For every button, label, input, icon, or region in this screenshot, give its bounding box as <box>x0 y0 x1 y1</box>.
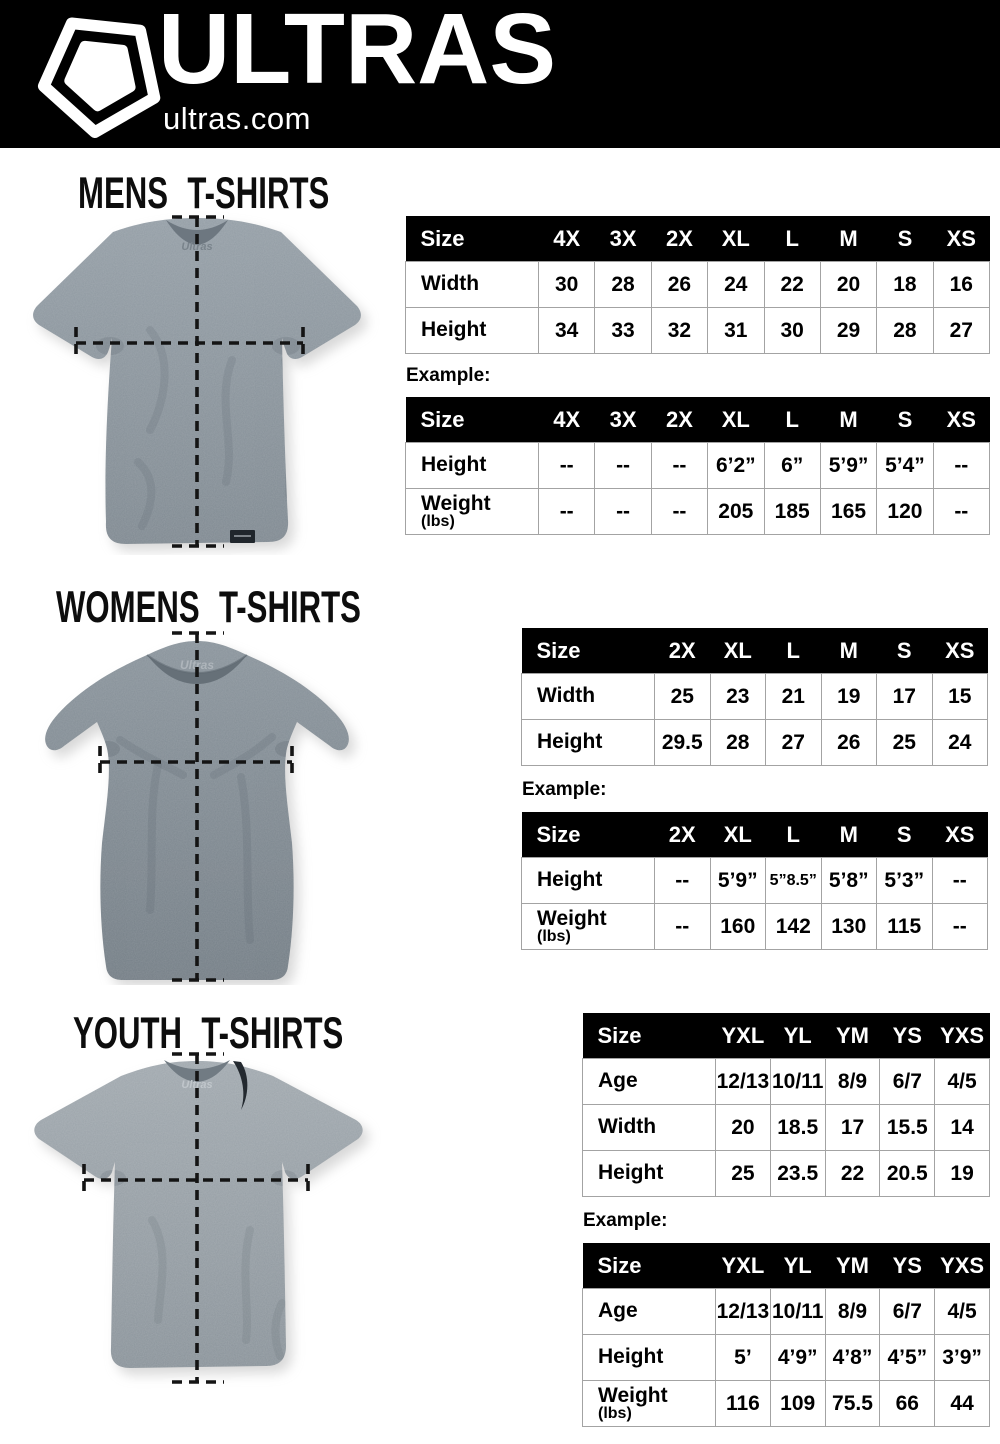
value-cell: 75.5 <box>825 1381 880 1427</box>
value-cell: 33 <box>595 308 651 354</box>
value-cell: 6” <box>764 443 820 489</box>
value-cell: 26 <box>821 720 877 766</box>
row-label: Width <box>583 1105 716 1151</box>
value-cell: 6’2” <box>708 443 764 489</box>
size-header-YXL: YXL <box>716 1243 771 1289</box>
value-cell: 4’8” <box>825 1335 880 1381</box>
value-cell: 12/13 <box>716 1289 771 1335</box>
value-cell: 27 <box>933 308 989 354</box>
row-label: Age <box>583 1289 716 1335</box>
value-cell: 5”8.5” <box>766 858 822 904</box>
size-header-YM: YM <box>825 1013 880 1059</box>
size-header-XS: XS <box>933 397 989 443</box>
size-header-S: S <box>877 628 933 674</box>
size-header-2X: 2X <box>655 628 711 674</box>
value-cell: 30 <box>539 262 595 308</box>
value-cell: -- <box>933 489 989 535</box>
size-header-XS: XS <box>933 216 989 262</box>
size-header-L: L <box>766 628 822 674</box>
size-header-YL: YL <box>770 1243 825 1289</box>
value-cell: 17 <box>877 674 933 720</box>
size-column-header: Size <box>406 397 539 443</box>
womens-size-table <box>521 628 988 766</box>
womens-section-title: WOMENS T-SHIRTS <box>56 582 361 632</box>
value-cell: 24 <box>932 720 988 766</box>
brand-name: ULTRAS <box>158 0 557 105</box>
value-cell: 28 <box>595 262 651 308</box>
youth-size-table <box>582 1013 990 1197</box>
mens-example-table <box>405 397 990 535</box>
size-header-M: M <box>820 397 876 443</box>
value-cell: 29.5 <box>655 720 711 766</box>
shirt-neck-label: Ultras <box>181 241 213 253</box>
size-header-2X: 2X <box>655 812 711 858</box>
size-header-YM: YM <box>825 1243 880 1289</box>
hem-tag <box>230 530 255 543</box>
value-cell: -- <box>539 489 595 535</box>
value-cell: 5’9” <box>710 858 766 904</box>
value-cell: 205 <box>708 489 764 535</box>
value-cell: 29 <box>820 308 876 354</box>
value-cell: 20 <box>820 262 876 308</box>
row-label: Height <box>522 858 655 904</box>
mens-size-table <box>405 216 990 354</box>
value-cell: 5’3” <box>877 858 933 904</box>
value-cell: 8/9 <box>825 1059 880 1105</box>
size-header-YXL: YXL <box>716 1013 771 1059</box>
size-header-3X: 3X <box>595 397 651 443</box>
size-header-S: S <box>877 216 933 262</box>
youth-tshirt-photo <box>0 1048 420 1393</box>
mens-section-title: MENS T-SHIRTS <box>78 168 330 218</box>
value-cell: 116 <box>716 1381 771 1427</box>
value-cell: 20 <box>716 1105 771 1151</box>
value-cell: -- <box>932 858 988 904</box>
value-cell: 18.5 <box>770 1105 825 1151</box>
value-cell: 14 <box>935 1105 990 1151</box>
size-header-2X: 2X <box>651 397 707 443</box>
size-column-header: Size <box>583 1243 716 1289</box>
row-label: Height <box>583 1151 716 1197</box>
value-cell: 18 <box>877 262 933 308</box>
value-cell: 25 <box>655 674 711 720</box>
value-cell: 23.5 <box>770 1151 825 1197</box>
row-label: Width <box>522 674 655 720</box>
ultras-pentagon-logo-icon <box>36 6 166 142</box>
value-cell: 3’9” <box>935 1335 990 1381</box>
value-cell: 142 <box>766 904 822 950</box>
row-label: Height <box>406 443 539 489</box>
size-header-4X: 4X <box>539 397 595 443</box>
value-cell: 5’4” <box>877 443 933 489</box>
row-label: Height <box>406 308 539 354</box>
row-label: Height <box>522 720 655 766</box>
value-cell: 15 <box>932 674 988 720</box>
size-header-M: M <box>820 216 876 262</box>
value-cell: -- <box>655 858 711 904</box>
value-cell: 19 <box>821 674 877 720</box>
size-column-header: Size <box>522 628 655 674</box>
mens-example-label: Example: <box>406 365 491 386</box>
value-cell: 32 <box>651 308 707 354</box>
size-header-YS: YS <box>880 1013 935 1059</box>
size-header-S: S <box>877 397 933 443</box>
value-cell: -- <box>933 443 989 489</box>
value-cell: 44 <box>935 1381 990 1427</box>
row-label: Weight (lbs) <box>522 904 655 950</box>
size-header-L: L <box>766 812 822 858</box>
value-cell: 30 <box>764 308 820 354</box>
value-cell: 34 <box>539 308 595 354</box>
value-cell: 115 <box>877 904 933 950</box>
womens-example-table <box>521 812 988 950</box>
value-cell: 25 <box>877 720 933 766</box>
size-column-header: Size <box>583 1013 716 1059</box>
value-cell: 5’ <box>716 1335 771 1381</box>
value-cell: 25 <box>716 1151 771 1197</box>
youth-example-table <box>582 1243 990 1427</box>
value-cell: 4/5 <box>935 1059 990 1105</box>
value-cell: 27 <box>766 720 822 766</box>
size-header-2X: 2X <box>651 216 707 262</box>
value-cell: 6/7 <box>880 1289 935 1335</box>
value-cell: -- <box>651 443 707 489</box>
size-header-YXS: YXS <box>935 1243 990 1289</box>
womens-tshirt-photo <box>0 625 420 985</box>
value-cell: 5’9” <box>820 443 876 489</box>
youth-section-title: YOUTH T-SHIRTS <box>73 1008 344 1058</box>
size-header-YXS: YXS <box>935 1013 990 1059</box>
row-label: Width <box>406 262 539 308</box>
value-cell: 8/9 <box>825 1289 880 1335</box>
value-cell: 165 <box>820 489 876 535</box>
header <box>0 0 1000 148</box>
value-cell: 28 <box>710 720 766 766</box>
value-cell: 22 <box>825 1151 880 1197</box>
value-cell: 12/13 <box>716 1059 771 1105</box>
value-cell: 19 <box>935 1151 990 1197</box>
value-cell: 130 <box>821 904 877 950</box>
value-cell: 16 <box>933 262 989 308</box>
size-column-header: Size <box>406 216 539 262</box>
mens-tshirt-photo <box>0 210 400 555</box>
value-cell: 21 <box>766 674 822 720</box>
value-cell: -- <box>539 443 595 489</box>
size-header-3X: 3X <box>595 216 651 262</box>
size-header-M: M <box>821 628 877 674</box>
value-cell: -- <box>932 904 988 950</box>
value-cell: 4/5 <box>935 1289 990 1335</box>
website-url: ultras.com <box>163 101 311 136</box>
size-header-XS: XS <box>932 628 988 674</box>
value-cell: -- <box>655 904 711 950</box>
value-cell: 26 <box>651 262 707 308</box>
row-label: Weight (lbs) <box>583 1381 716 1427</box>
row-label: Height <box>583 1335 716 1381</box>
value-cell: 20.5 <box>880 1151 935 1197</box>
value-cell: -- <box>595 489 651 535</box>
size-header-L: L <box>764 216 820 262</box>
value-cell: 15.5 <box>880 1105 935 1151</box>
value-cell: 5’8” <box>821 858 877 904</box>
size-header-XL: XL <box>710 812 766 858</box>
value-cell: 160 <box>710 904 766 950</box>
size-column-header: Size <box>522 812 655 858</box>
shirt-neck-label: Ultras <box>179 658 215 672</box>
value-cell: 185 <box>764 489 820 535</box>
value-cell: 120 <box>877 489 933 535</box>
value-cell: 66 <box>880 1381 935 1427</box>
size-header-XS: XS <box>932 812 988 858</box>
value-cell: 31 <box>708 308 764 354</box>
shirt-neck-label: Ultras <box>181 1079 213 1091</box>
size-header-YL: YL <box>770 1013 825 1059</box>
value-cell: 24 <box>708 262 764 308</box>
size-header-XL: XL <box>708 216 764 262</box>
value-cell: 4’5” <box>880 1335 935 1381</box>
youth-example-label: Example: <box>583 1210 668 1231</box>
value-cell: 4’9” <box>770 1335 825 1381</box>
size-header-4X: 4X <box>539 216 595 262</box>
value-cell: 17 <box>825 1105 880 1151</box>
size-header-YS: YS <box>880 1243 935 1289</box>
womens-example-label: Example: <box>522 779 607 800</box>
size-header-XL: XL <box>710 628 766 674</box>
size-header-L: L <box>764 397 820 443</box>
value-cell: 10/11 <box>770 1059 825 1105</box>
value-cell: 23 <box>710 674 766 720</box>
value-cell: 22 <box>764 262 820 308</box>
size-header-XL: XL <box>708 397 764 443</box>
value-cell: -- <box>651 489 707 535</box>
value-cell: 6/7 <box>880 1059 935 1105</box>
value-cell: 28 <box>877 308 933 354</box>
size-header-M: M <box>821 812 877 858</box>
value-cell: 109 <box>770 1381 825 1427</box>
size-header-S: S <box>877 812 933 858</box>
value-cell: -- <box>595 443 651 489</box>
row-label: Age <box>583 1059 716 1105</box>
value-cell: 10/11 <box>770 1289 825 1335</box>
row-label: Weight (lbs) <box>406 489 539 535</box>
